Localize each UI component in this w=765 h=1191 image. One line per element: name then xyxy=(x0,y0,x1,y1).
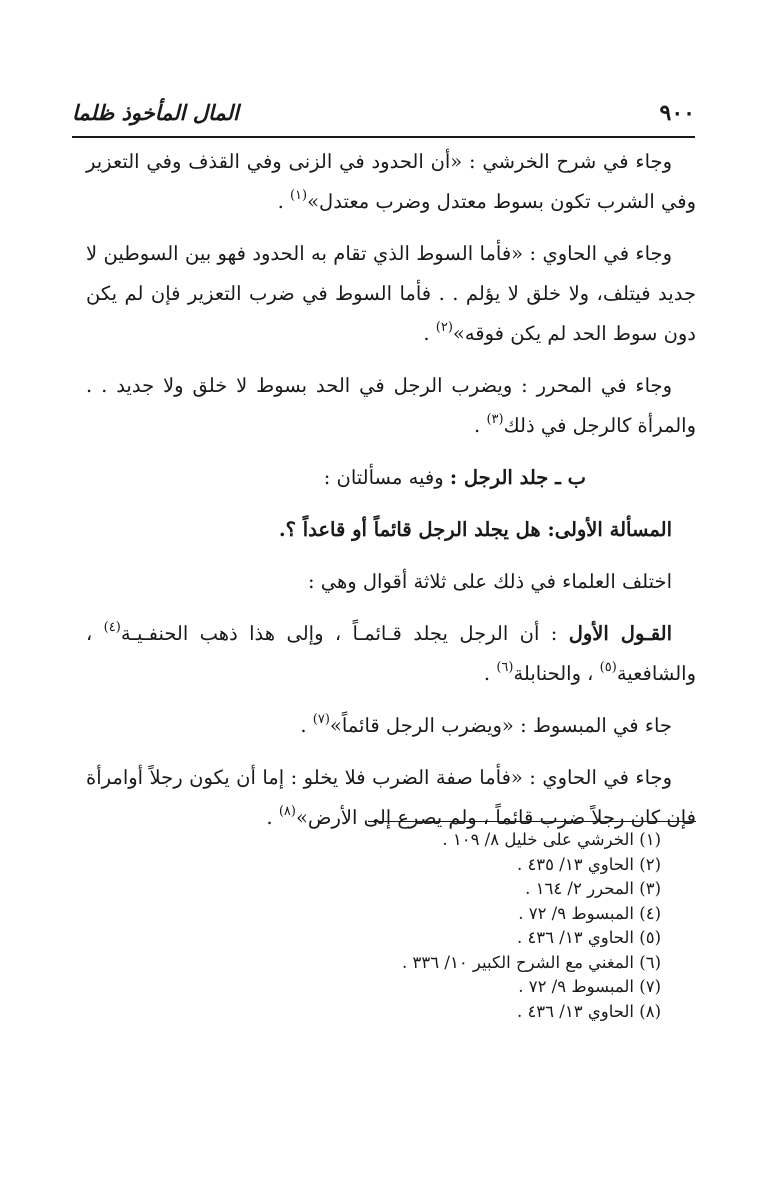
footnote-item: (٧) المبسوط ٩/ ٧٢ . xyxy=(518,977,661,996)
section-heading-man-flogging xyxy=(86,458,696,498)
footnote-item: (٥) الحاوي ١٣/ ٤٣٦ . xyxy=(516,928,661,947)
paragraph-text: ، والشافعية xyxy=(86,622,696,685)
section-heading-text: وفيه مسألتان : xyxy=(323,466,450,489)
footnote-item: (٣) المحرر ٢/ ١٦٤ . xyxy=(525,879,661,898)
paragraph-end: . xyxy=(474,414,487,437)
footnote-item: (٦) المغني مع الشرح الكبير ١٠/ ٣٣٦ . xyxy=(402,952,661,972)
paragraph-text: وجاء في الحاوي : «فأما صفة الضرب فلا يخلو : إما أن يكون رجلاً أوامرأة فإن كان رجلاً ضرب قائماً ، ولم يصرع إلى الأرض» xyxy=(86,766,696,829)
paragraph-end: . xyxy=(300,714,313,737)
paragraph-muharrar xyxy=(86,366,696,446)
footnote-item: (٢) الحاوي ١٣/ ٤٣٥ . xyxy=(516,854,661,874)
footnote-ref[interactable]: (٧) xyxy=(312,712,330,727)
paragraph-hawi-whip xyxy=(86,234,696,354)
section-heading-label: ب ـ جلد الرجل : xyxy=(449,466,586,489)
footnote-ref[interactable]: (٨) xyxy=(278,804,296,819)
paragraph-text: وجاء في شرح الخرشي : «أن الحدود في الزنى وفي القذف وفي التعزير وفي الشرب تكون بسوط معتدل وضرب معتدل» xyxy=(86,150,696,213)
question-title: المسألة الأولى: هل يجلد الرجل قائماً أو قاعداً ؟. xyxy=(278,518,672,541)
footnote-separator xyxy=(368,821,696,822)
footnote-ref[interactable]: (٥) xyxy=(599,660,617,675)
paragraph-text: اختلف العلماء في ذلك على ثلاثة أقوال وهي : xyxy=(307,570,672,593)
footnote-item: (٨) الحاوي ١٣/ ٤٣٦ . xyxy=(516,1001,661,1021)
body-text xyxy=(86,142,696,850)
footnotes-list xyxy=(241,828,661,1024)
footnote-item: (١) الخرشي على خليل ٨/ ١٠٩ . xyxy=(442,830,661,849)
footnote-ref[interactable]: (٦) xyxy=(496,660,514,675)
paragraph-text: وجاء في المحرر : ويضرب الرجل في الحد بسوط لا خلق ولا جديد . . والمرأة كالرجل في ذلك xyxy=(86,374,696,437)
footnote-ref[interactable]: (٣) xyxy=(486,412,504,427)
footnote-ref[interactable]: (٤) xyxy=(103,620,121,635)
paragraph-text: جاء في المبسوط : «ويضرب الرجل قائماً» xyxy=(329,714,672,737)
page-number: ٩٠٠ xyxy=(659,100,695,126)
paragraph-end: . xyxy=(483,662,497,685)
paragraph-text: ، والحنابلة xyxy=(513,662,600,685)
opinion-label: القـول الأول xyxy=(568,622,672,645)
paragraph-end: . xyxy=(277,190,290,213)
footnote-item: (٤) المبسوط ٩/ ٧٢ . xyxy=(518,903,661,923)
paragraph-hawi-manner xyxy=(86,758,696,838)
paragraph-mabsut xyxy=(86,706,696,746)
paragraph-first-opinion xyxy=(86,614,696,694)
paragraph-kharshi xyxy=(86,142,696,222)
question-heading xyxy=(86,510,696,550)
header-rule xyxy=(72,136,695,138)
paragraph-text: وجاء في الحاوي : «فأما السوط الذي تقام به الحدود فهو بين السوطين لا جديد فيتلف، ولا خلق لا يؤلم . . فأما السوط في ضرب التعزير فإن لم يكن دون سوط الحد لم يكن فوقه» xyxy=(86,242,696,345)
footnote-ref[interactable]: (١) xyxy=(289,188,308,203)
footnote-ref[interactable]: (٢) xyxy=(435,320,453,335)
page-header xyxy=(72,98,695,134)
paragraph-end: . xyxy=(423,322,436,345)
paragraph-text: : أن الرجل يجلد قـائمـاً ، وإلى هذا ذهب الحنفـيـة xyxy=(120,622,569,645)
paragraph-end: . xyxy=(266,806,279,829)
paragraph-opinions-intro xyxy=(86,562,696,602)
running-title: المال المأخوذ ظلما xyxy=(72,100,239,125)
